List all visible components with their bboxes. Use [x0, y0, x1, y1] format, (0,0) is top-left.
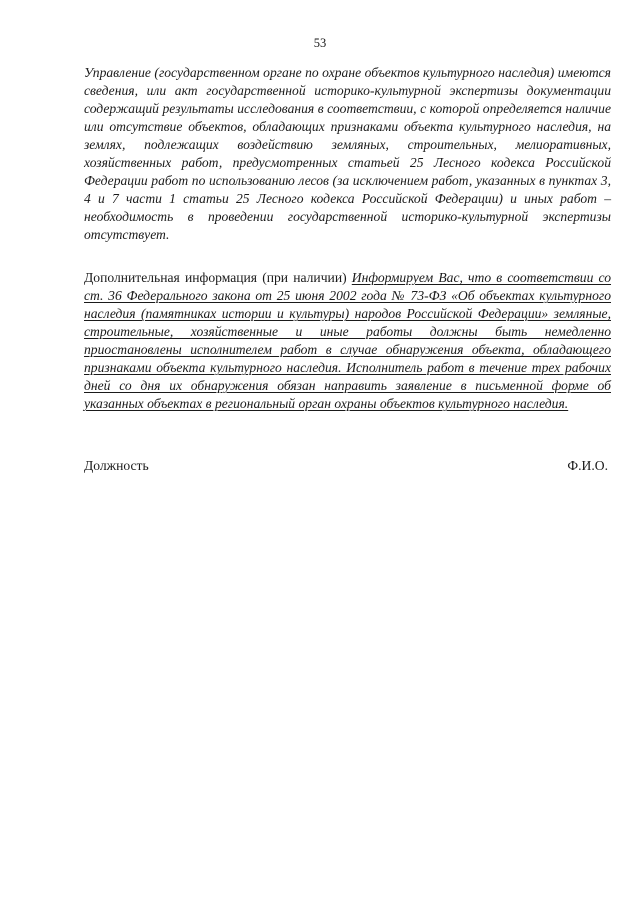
page-number: 53: [313, 36, 327, 50]
full-name-label: Ф.И.О.: [567, 458, 608, 473]
position-label: Должность: [84, 458, 149, 473]
additional-info-label: Дополнительная информация (при наличии): [84, 270, 347, 285]
paragraph-additional-info: [84, 269, 611, 413]
additional-info-text: Информируем Вас, что в соответствии со ст. 36 Федерального закона от 25 июня 2002 года № 73-ФЗ «Об объектах культурного наследия (памятниках истории и культуры) народов Российской Федерации» земляные, строительные, хозяйственные и иные работы должны быть немедленно приостановлены исполнителем работ в случае обнаружения объекта, обладающего признаками объекта культурного наследия. Исполнитель работ в течение трех рабочих дней со дня их обнаружения обязан направить заявление в письменной форме об указанных объектах в региональный орган охраны объектов культурного наследия.: [84, 270, 612, 411]
signature-row: [84, 457, 608, 475]
paragraph-heritage-expertise: Управление (государственном органе по охране объектов культурного наследия) имеются сведения, или акт государственной историко-культурной экспертизы документации содержащий результаты исследования в соответствии, с которой определяется наличие или отсутствие объектов, обладающих признаками объекта культурного наследия, на землях, подлежащих воздействию земляных, строительных, мелиоративных, хозяйственных работ, предусмотренных статьей 25 Лесного кодекса Российской Федерации работ по использованию лесов (за исключением работ, указанных в пунктах 3, 4 и 7 части 1 статьи 25 Лесного кодекса Российской Федерации) и иных работ – необходимость в проведении государственной историко-культурной экспертизы отсутствует.: [84, 65, 611, 242]
